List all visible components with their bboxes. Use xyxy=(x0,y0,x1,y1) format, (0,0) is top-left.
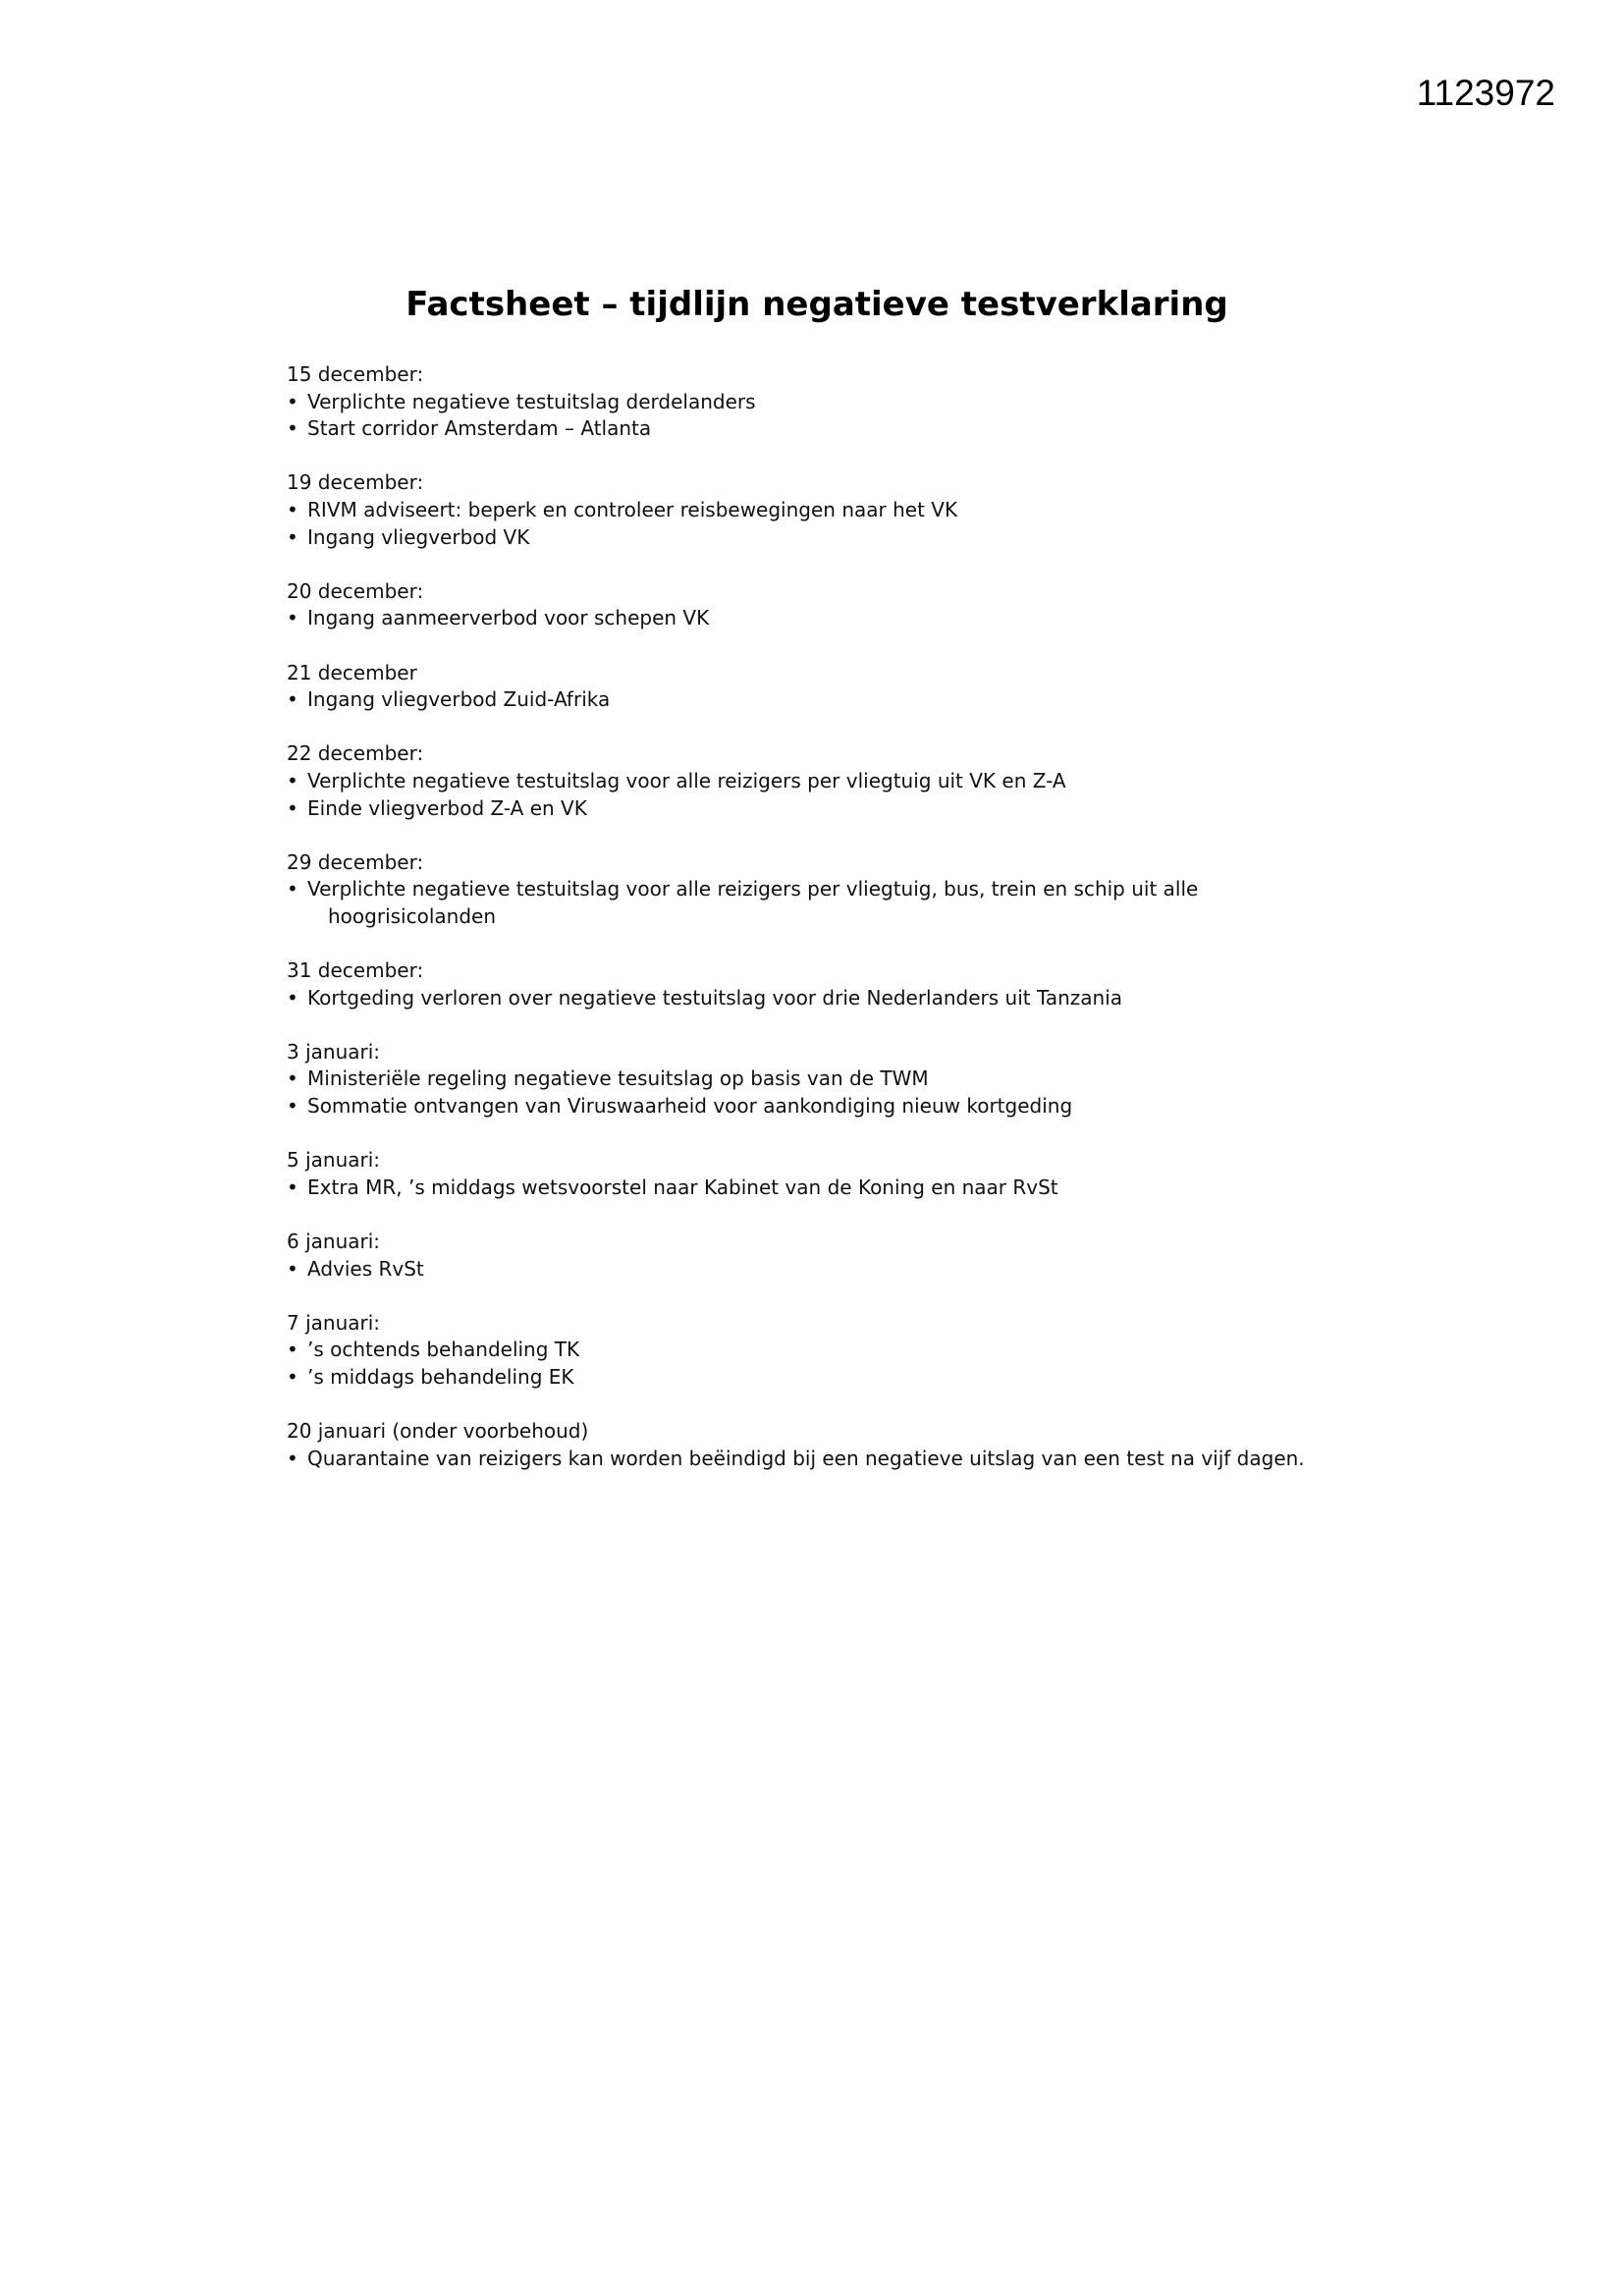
list-item xyxy=(287,795,1318,823)
item-text: Verplichte negatieve testuitslag voor alle reizigers per vliegtuig uit VK en Z-A xyxy=(307,768,1066,793)
bullet-icon: • xyxy=(287,497,298,521)
document-number: 1123972 xyxy=(1416,73,1555,113)
entry-items xyxy=(287,768,1318,822)
bullet-icon: • xyxy=(287,768,298,793)
list-item xyxy=(287,524,1318,552)
timeline-entry xyxy=(287,361,1318,443)
list-item xyxy=(287,1093,1318,1121)
entry-date: 6 januari: xyxy=(287,1230,381,1253)
bullet-icon: • xyxy=(287,524,298,549)
entry-items xyxy=(287,389,1318,443)
entry-items xyxy=(287,1175,1318,1202)
entry-items xyxy=(287,1446,1318,1473)
timeline-entry xyxy=(287,469,1318,551)
bullet-icon: • xyxy=(287,1338,298,1362)
bullet-icon: • xyxy=(287,1066,298,1091)
entry-date: 5 januari: xyxy=(287,1148,381,1173)
item-text: Advies RvSt xyxy=(307,1256,424,1281)
entry-items xyxy=(287,1256,1318,1284)
bullet-icon: • xyxy=(287,1175,298,1199)
bullet-icon: • xyxy=(287,877,298,902)
timeline-entry xyxy=(287,1229,1318,1283)
list-item xyxy=(287,1446,1318,1473)
entry-date: 3 januari: xyxy=(287,1039,381,1064)
entry-items xyxy=(287,1066,1318,1120)
list-item xyxy=(287,768,1318,795)
item-text: Sommatie ontvangen van Viruswaarheid voor aankondiging nieuw kortgeding xyxy=(307,1094,1073,1119)
list-item xyxy=(287,389,1318,416)
entry-date: 7 januari: xyxy=(287,1310,381,1335)
item-text: ’s ochtends behandeling TK xyxy=(307,1338,580,1362)
entry-date: 20 januari (onder voorbehoud) xyxy=(287,1419,589,1444)
bullet-icon: • xyxy=(287,985,298,1010)
entry-items xyxy=(287,686,1318,714)
entry-date: 22 december: xyxy=(287,741,424,766)
item-text: Ministeriële regeling negatieve tesuitslag op basis van de TWM xyxy=(307,1066,929,1091)
item-text: Verplichte negatieve testuitslag derdelanders xyxy=(307,389,756,413)
bullet-icon: • xyxy=(287,606,298,630)
bullet-icon: • xyxy=(287,795,298,820)
list-item xyxy=(287,497,1318,524)
list-item xyxy=(287,1337,1318,1364)
timeline-entry xyxy=(287,849,1318,931)
entry-items xyxy=(287,497,1318,551)
timeline-entry xyxy=(287,1039,1318,1121)
item-text: Quarantaine van reizigers kan worden beëindigd bij een negatieve uitslag van een test na vijf dagen. xyxy=(307,1446,1305,1470)
timeline xyxy=(287,361,1318,1500)
item-text: Kortgeding verloren over negatieve testuitslag voor drie Nederlanders uit Tanzania xyxy=(307,985,1123,1010)
list-item xyxy=(287,1175,1318,1202)
item-text: Verplichte negatieve testuitslag voor alle reizigers per vliegtuig, bus, trein en schip uit alle hoogrisicolanden xyxy=(307,877,1199,928)
bullet-icon: • xyxy=(287,1364,298,1389)
timeline-entry xyxy=(287,1310,1318,1392)
timeline-entry xyxy=(287,660,1318,714)
bullet-icon: • xyxy=(287,416,298,441)
page-title: Factsheet – tijdlijn negatieve testverklaring xyxy=(406,285,1228,324)
bullet-icon: • xyxy=(287,1094,298,1119)
item-text: Ingang aanmeerverbod voor schepen VK xyxy=(307,606,710,630)
bullet-icon: • xyxy=(287,1256,298,1281)
item-text: Start corridor Amsterdam – Atlanta xyxy=(307,416,652,441)
entry-items xyxy=(287,985,1318,1012)
item-text: ’s middags behandeling EK xyxy=(307,1364,574,1389)
list-item xyxy=(287,1066,1318,1093)
timeline-entry xyxy=(287,740,1318,822)
entry-date: 20 december: xyxy=(287,578,424,603)
list-item xyxy=(287,686,1318,714)
item-text: Einde vliegverbod Z-A en VK xyxy=(307,795,587,820)
item-text: RIVM adviseert: beperk en controleer reisbewegingen naar het VK xyxy=(307,497,958,521)
item-text: Ingang vliegverbod Zuid-Afrika xyxy=(307,687,611,712)
timeline-entry xyxy=(287,578,1318,632)
timeline-entry xyxy=(287,957,1318,1011)
entry-items xyxy=(287,1337,1318,1391)
list-item xyxy=(287,605,1318,632)
entry-items xyxy=(287,876,1318,930)
bullet-icon: • xyxy=(287,389,298,413)
bullet-icon: • xyxy=(287,687,298,712)
timeline-entry xyxy=(287,1418,1318,1472)
entry-items xyxy=(287,605,1318,632)
list-item xyxy=(287,876,1318,930)
entry-date: 21 december xyxy=(287,660,417,684)
list-item xyxy=(287,1256,1318,1284)
item-text: Extra MR, ’s middags wetsvoorstel naar Kabinet van de Koning en naar RvSt xyxy=(307,1175,1058,1199)
bullet-icon: • xyxy=(287,1446,298,1470)
list-item xyxy=(287,415,1318,443)
list-item xyxy=(287,985,1318,1012)
entry-date: 31 december: xyxy=(287,958,424,983)
entry-date: 19 december: xyxy=(287,470,424,495)
item-text: Ingang vliegverbod VK xyxy=(307,524,530,549)
entry-date: 15 december: xyxy=(287,362,424,386)
timeline-entry xyxy=(287,1147,1318,1201)
entry-date: 29 december: xyxy=(287,849,424,874)
list-item xyxy=(287,1364,1318,1392)
